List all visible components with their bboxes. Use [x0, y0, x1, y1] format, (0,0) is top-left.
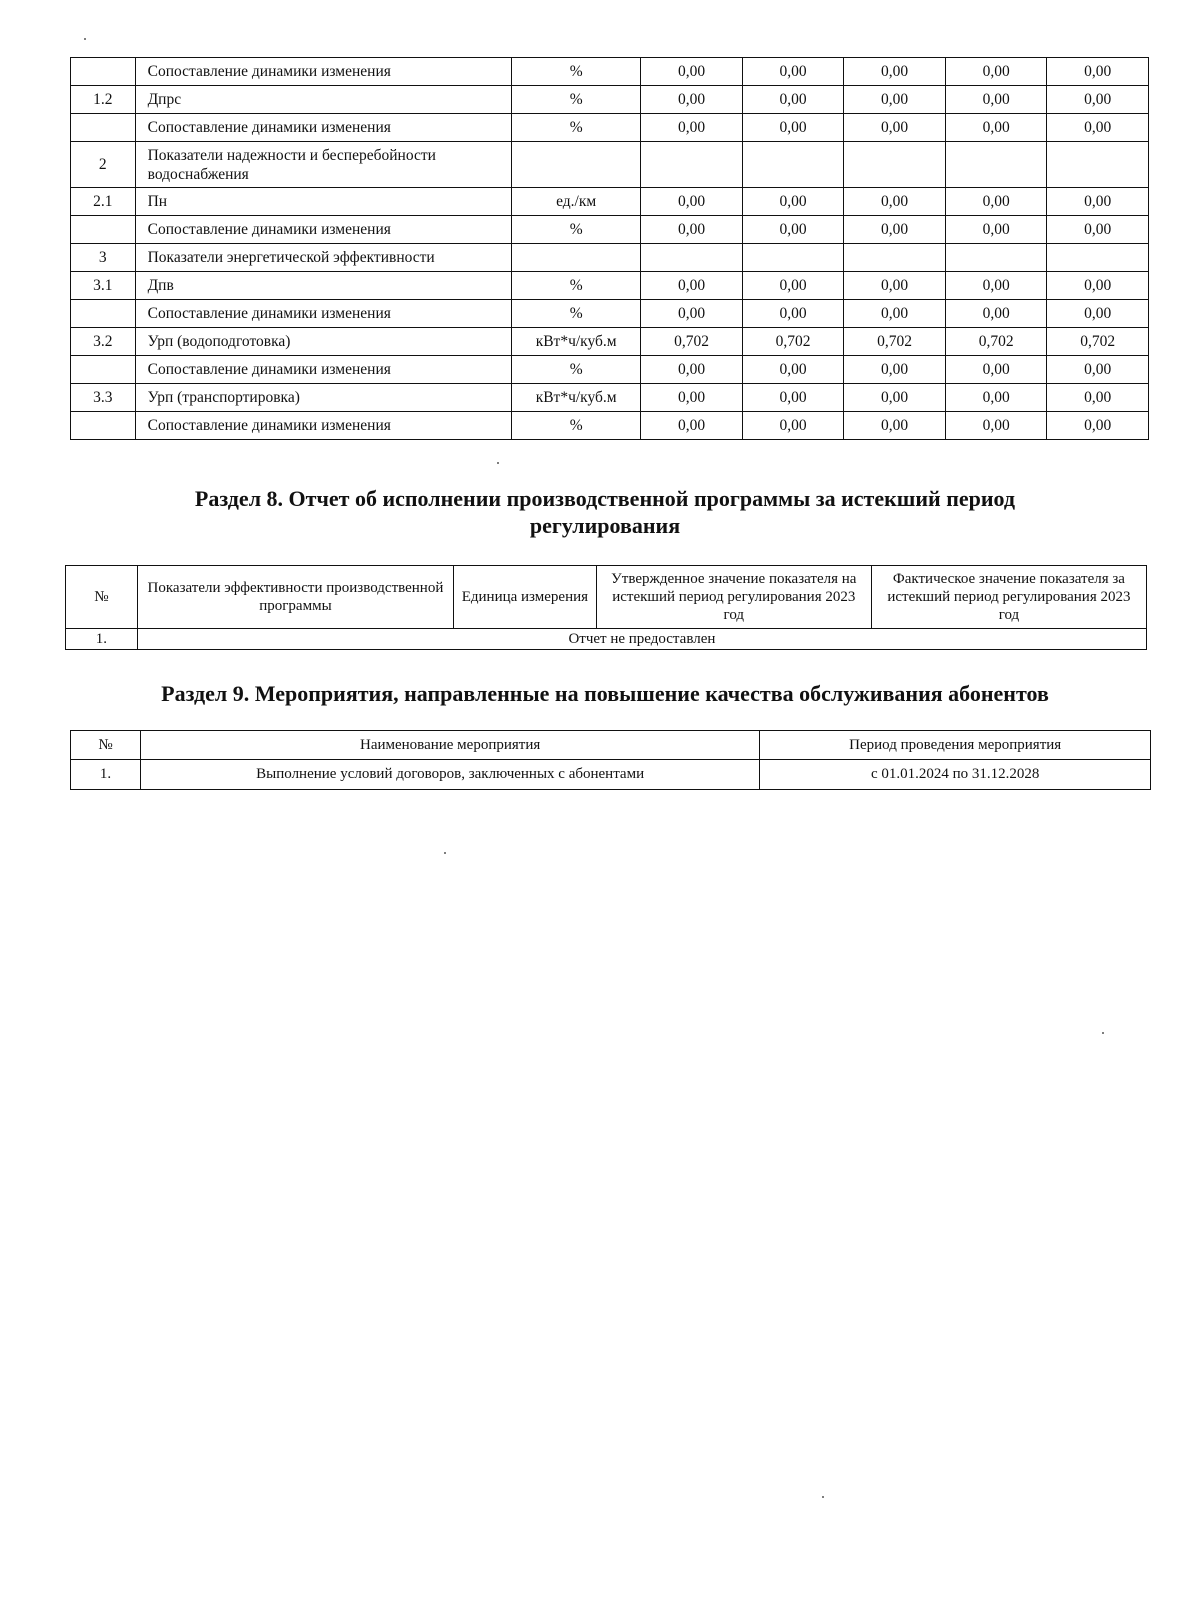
indicator-row-value: 0,00: [742, 384, 844, 412]
indicator-row-value: 0,00: [1047, 58, 1149, 86]
indicator-row-name: Сопоставление динамики изменения: [135, 412, 511, 440]
indicator-row-value: 0,00: [641, 188, 743, 216]
indicator-row-value: 0,00: [844, 216, 946, 244]
indicator-row-unit: ед./км: [512, 188, 641, 216]
indicator-row-unit: %: [512, 300, 641, 328]
indicator-row-value: 0,00: [1047, 384, 1149, 412]
indicator-row-value: 0,00: [742, 86, 844, 114]
indicator-row-value: 0,00: [742, 300, 844, 328]
indicator-row-value: 0,00: [945, 272, 1047, 300]
section8-title: [60, 485, 1150, 539]
indicator-row-unit: %: [512, 356, 641, 384]
section8-title-line2: регулирования: [529, 513, 681, 538]
indicator-row: [71, 114, 1149, 142]
indicator-row-value: 0,00: [945, 300, 1047, 328]
indicator-row-value: 0,702: [1047, 328, 1149, 356]
indicator-row-unit: кВт*ч/куб.м: [512, 328, 641, 356]
indicator-row-value: 0,00: [945, 114, 1047, 142]
indicator-row-num: [71, 300, 136, 328]
indicator-row-value: 0,00: [641, 412, 743, 440]
indicator-row-name: Сопоставление динамики изменения: [135, 58, 511, 86]
indicator-row-value: [1047, 142, 1149, 188]
indicator-row-value: 0,00: [844, 188, 946, 216]
indicator-row-value: 0,702: [742, 328, 844, 356]
section9-header-name: Наименование мероприятия: [140, 731, 759, 760]
section9-header-num: №: [71, 731, 141, 760]
indicator-row-value: 0,00: [945, 412, 1047, 440]
section8-row: [66, 629, 1147, 650]
indicator-row-value: [844, 142, 946, 188]
indicator-row: [71, 272, 1149, 300]
indicator-row-value: [844, 244, 946, 272]
indicator-row-value: 0,00: [844, 86, 946, 114]
section9-title: Раздел 9. Мероприятия, направленные на повышение качества обслуживания абонентов: [161, 681, 1049, 706]
indicator-row-value: 0,00: [641, 356, 743, 384]
section8-title-line1: Раздел 8. Отчет об исполнении производственной программы за истекший период: [194, 486, 1016, 511]
section8-header-approved: Утвержденное значение показателя на истекший период регулирования 2023 год: [596, 566, 871, 629]
indicator-row: [71, 384, 1149, 412]
indicator-row-value: 0,00: [844, 300, 946, 328]
indicator-row-name: Урп (водоподготовка): [135, 328, 511, 356]
indicator-row-value: 0,00: [742, 188, 844, 216]
indicator-row-num: 3.1: [71, 272, 136, 300]
indicator-row-name: Пн: [135, 188, 511, 216]
section9-header-period: Период проведения мероприятия: [760, 731, 1151, 760]
indicator-row-unit: %: [512, 114, 641, 142]
indicator-row-value: 0,00: [641, 86, 743, 114]
indicator-row-num: [71, 412, 136, 440]
section8-row-text: Отчет не предоставлен: [137, 629, 1146, 650]
indicator-row-num: 3.2: [71, 328, 136, 356]
indicator-row: [71, 244, 1149, 272]
indicator-row-value: 0,00: [1047, 216, 1149, 244]
indicator-row-value: 0,00: [742, 114, 844, 142]
section8-header-indicator: Показатели эффективности производственной программы: [137, 566, 453, 629]
indicator-row-value: 0,00: [844, 114, 946, 142]
indicator-row-value: [945, 244, 1047, 272]
indicator-row-value: 0,00: [641, 384, 743, 412]
indicator-row-num: 3.3: [71, 384, 136, 412]
indicator-row-value: 0,00: [742, 216, 844, 244]
indicator-row-value: 0,00: [945, 216, 1047, 244]
indicator-row-name: Сопоставление динамики изменения: [135, 114, 511, 142]
indicator-row-value: 0,00: [742, 272, 844, 300]
indicator-row-value: [945, 142, 1047, 188]
indicator-row-value: 0,00: [641, 216, 743, 244]
section8-header-unit: Единица измерения: [454, 566, 597, 629]
indicator-row-value: 0,00: [844, 58, 946, 86]
scan-speck: [497, 462, 499, 464]
indicator-row-value: 0,00: [1047, 412, 1149, 440]
indicator-row-value: 0,00: [945, 384, 1047, 412]
section9-row-name: Выполнение условий договоров, заключенных с абонентами: [140, 760, 759, 790]
scan-speck: [1102, 1032, 1104, 1034]
indicator-row-value: 0,00: [945, 86, 1047, 114]
indicator-row: [71, 328, 1149, 356]
indicator-row-num: [71, 216, 136, 244]
indicator-row-value: 0,00: [945, 188, 1047, 216]
indicator-row-unit: %: [512, 272, 641, 300]
indicator-row-value: 0,00: [742, 58, 844, 86]
indicator-row-unit: %: [512, 86, 641, 114]
indicator-row-value: 0,00: [1047, 86, 1149, 114]
indicator-row: [71, 216, 1149, 244]
section8-row-num: 1.: [66, 629, 138, 650]
indicator-row-value: 0,00: [844, 412, 946, 440]
indicator-row-name: Показатели надежности и бесперебойности водоснабжения: [135, 142, 511, 188]
indicator-row-value: 0,00: [945, 356, 1047, 384]
indicator-row-name: Дпв: [135, 272, 511, 300]
indicator-row-value: 0,00: [641, 272, 743, 300]
indicator-row-value: [641, 142, 743, 188]
indicator-row-value: [641, 244, 743, 272]
indicator-row-unit: кВт*ч/куб.м: [512, 384, 641, 412]
indicator-row-value: 0,00: [844, 356, 946, 384]
indicator-row-value: 0,00: [844, 272, 946, 300]
indicator-row-unit: [512, 142, 641, 188]
indicator-row-name: Сопоставление динамики изменения: [135, 356, 511, 384]
indicator-row-value: [742, 142, 844, 188]
indicator-row-num: [71, 356, 136, 384]
indicator-row-value: 0,702: [945, 328, 1047, 356]
indicator-row-name: Дпрс: [135, 86, 511, 114]
section9-measures-table: [70, 730, 1151, 790]
indicator-row-name: Сопоставление динамики изменения: [135, 216, 511, 244]
indicator-row-num: 3: [71, 244, 136, 272]
indicator-row-unit: %: [512, 216, 641, 244]
indicator-row-value: 0,00: [1047, 356, 1149, 384]
indicator-row-name: Сопоставление динамики изменения: [135, 300, 511, 328]
indicators-table-body: [71, 58, 1149, 440]
section9-row-num: 1.: [71, 760, 141, 790]
indicator-row-unit: [512, 244, 641, 272]
indicator-row-value: 0,00: [1047, 300, 1149, 328]
section9-row-period: с 01.01.2024 по 31.12.2028: [760, 760, 1151, 790]
section9-header-row: [71, 731, 1151, 760]
section8-header-num: №: [66, 566, 138, 629]
indicator-row-value: 0,00: [1047, 114, 1149, 142]
indicator-row-value: 0,00: [945, 58, 1047, 86]
indicator-row: [71, 356, 1149, 384]
indicator-row-num: 2.1: [71, 188, 136, 216]
indicator-row-value: [742, 244, 844, 272]
section9-row: [71, 760, 1151, 790]
section8-header-row: [66, 566, 1147, 629]
indicator-row-value: [1047, 244, 1149, 272]
indicator-row-value: 0,00: [742, 356, 844, 384]
indicator-row-num: [71, 58, 136, 86]
indicator-row-num: 1.2: [71, 86, 136, 114]
indicator-row-num: 2: [71, 142, 136, 188]
section8-report-table: [65, 565, 1147, 650]
indicator-row: [71, 142, 1149, 188]
indicator-row-value: 0,00: [641, 58, 743, 86]
indicator-row: [71, 188, 1149, 216]
indicator-row: [71, 86, 1149, 114]
indicator-row-value: 0,702: [844, 328, 946, 356]
scan-speck: [822, 1496, 824, 1498]
scan-speck: [444, 852, 446, 854]
indicator-row-num: [71, 114, 136, 142]
indicator-row-unit: %: [512, 58, 641, 86]
indicator-row-value: 0,702: [641, 328, 743, 356]
indicator-row-value: 0,00: [1047, 272, 1149, 300]
indicator-row: [71, 300, 1149, 328]
indicator-row-name: Показатели энергетической эффективности: [135, 244, 511, 272]
indicator-row-value: 0,00: [641, 114, 743, 142]
indicator-row-value: 0,00: [844, 384, 946, 412]
indicator-row: [71, 58, 1149, 86]
indicator-row-name: Урп (транспортировка): [135, 384, 511, 412]
indicator-row-value: 0,00: [742, 412, 844, 440]
indicators-table: [70, 57, 1149, 440]
indicator-row-unit: %: [512, 412, 641, 440]
indicator-row: [71, 412, 1149, 440]
indicator-row-value: 0,00: [641, 300, 743, 328]
indicator-row-value: 0,00: [1047, 188, 1149, 216]
scan-speck: [84, 38, 86, 40]
section8-header-actual: Фактическое значение показателя за истекший период регулирования 2023 год: [871, 566, 1146, 629]
